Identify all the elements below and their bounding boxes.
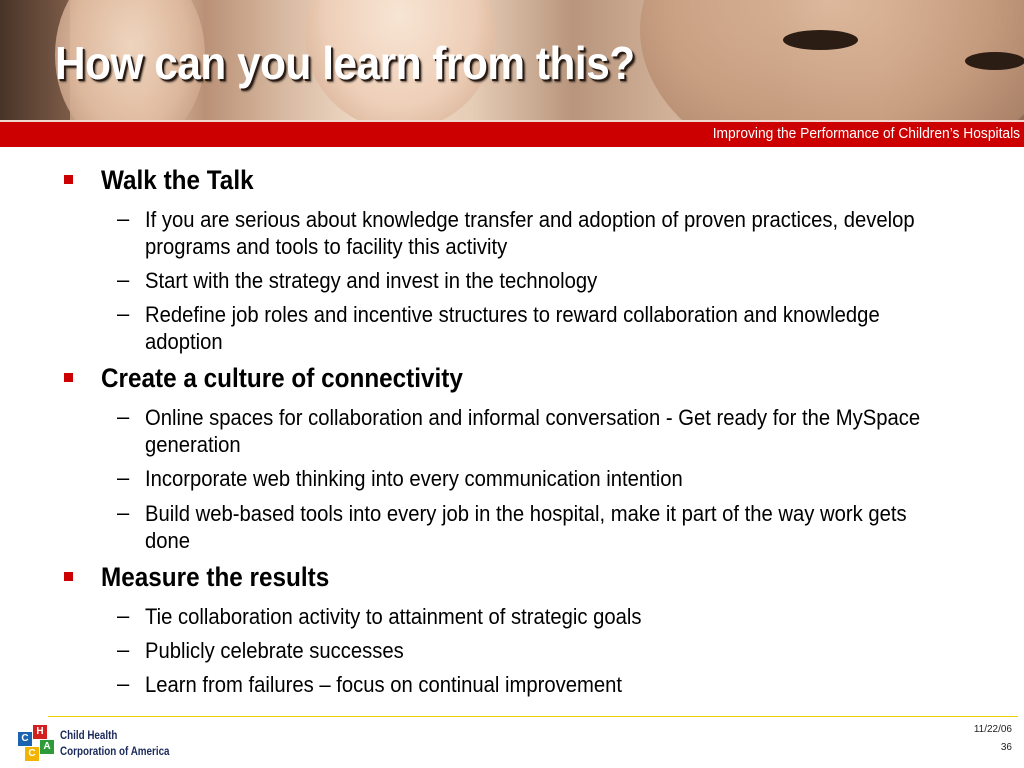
dash-bullet-icon: – <box>117 671 130 696</box>
logo-block-c: C <box>18 732 32 746</box>
logo-line-1: Child Health <box>60 728 118 742</box>
square-bullet-icon <box>64 572 73 581</box>
sub-bullet-text: Build web-based tools into every job in the hospital, make it part of the way work gets done <box>145 501 907 553</box>
slide-number: 36 <box>1000 742 1012 753</box>
dash-bullet-icon: – <box>117 206 130 231</box>
slide-title: How can you learn from this? <box>55 37 635 89</box>
bullet-heading: Create a culture of connectivity <box>101 363 463 393</box>
logo-wordmark <box>60 727 170 759</box>
footer-divider <box>48 716 1018 717</box>
sub-bullet-text: Redefine job roles and incentive structures to reward collaboration and knowledge adoption <box>145 302 880 354</box>
slide-date: 11/22/06 <box>973 724 1012 735</box>
tagline-bar-divider <box>0 120 1024 122</box>
sub-bullet-text: If you are serious about knowledge transfer and adoption of proven practices, develop programs and tools to facility this activity <box>145 207 915 259</box>
square-bullet-icon <box>64 175 73 184</box>
tagline-bar <box>0 120 1024 147</box>
sub-bullet-text: Tie collaboration activity to attainment of strategic goals <box>145 604 642 629</box>
sub-bullet-text: Incorporate web thinking into every communication intention <box>145 466 683 491</box>
sub-bullet-text: Learn from failures – focus on continual improvement <box>145 672 623 697</box>
dash-bullet-icon: – <box>117 637 130 662</box>
dash-bullet-icon: – <box>117 465 130 490</box>
dash-bullet-icon: – <box>117 404 130 429</box>
dash-bullet-icon: – <box>117 603 130 628</box>
sub-bullet-text: Start with the strategy and invest in the technology <box>145 268 598 293</box>
banner-photo-eye <box>965 52 1024 70</box>
sub-bullet-text: Online spaces for collaboration and informal conversation - Get ready for the MySpace generation <box>145 405 921 457</box>
sub-bullet-text: Publicly celebrate successes <box>145 638 404 663</box>
logo-block-c: C <box>25 747 39 761</box>
logo-line-2: Corporation of America <box>60 744 170 758</box>
logo-block-a: A <box>40 740 54 754</box>
bullet-heading: Measure the results <box>101 562 330 592</box>
tagline-text: Improving the Performance of Children’s Hospitals <box>712 125 1020 142</box>
square-bullet-icon <box>64 373 73 382</box>
dash-bullet-icon: – <box>117 267 130 292</box>
logo-block-h: H <box>33 725 47 739</box>
chca-logo <box>18 724 178 764</box>
dash-bullet-icon: – <box>117 500 130 525</box>
banner-photo-eye <box>783 30 858 50</box>
dash-bullet-icon: – <box>117 301 130 326</box>
header-banner <box>0 0 1024 120</box>
bullet-heading: Walk the Talk <box>101 165 254 195</box>
